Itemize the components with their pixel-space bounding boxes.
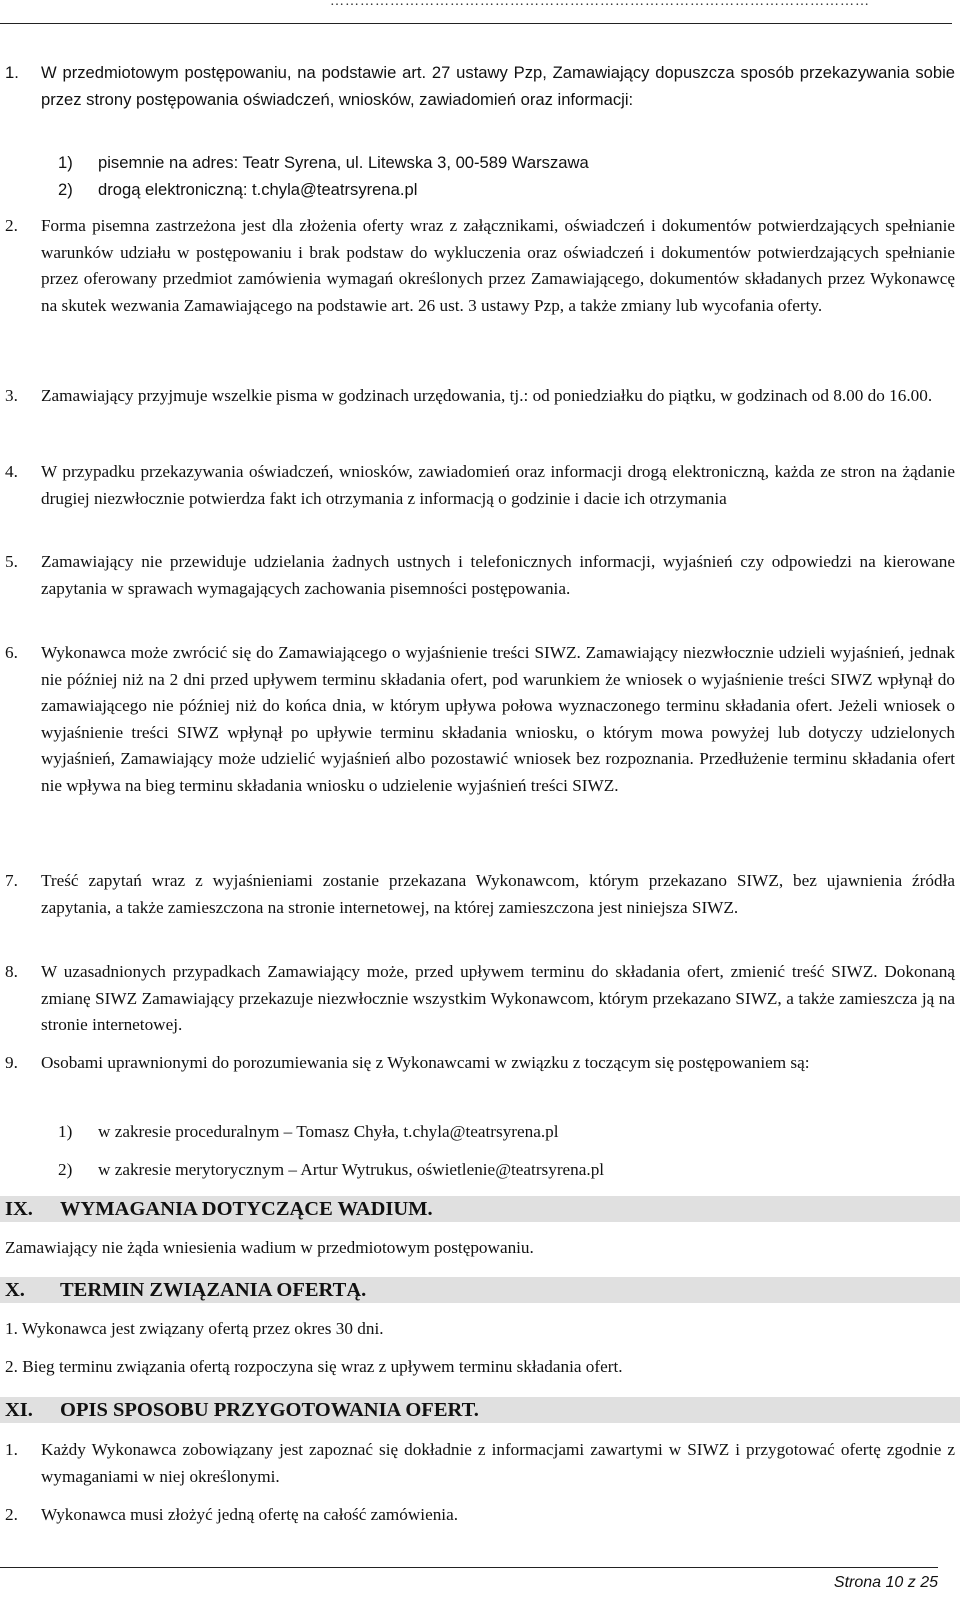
list-item-1 (0, 60, 955, 113)
item-number: 2. (5, 1505, 18, 1524)
item-text: Każdy Wykonawca zobowiązany jest zapoznać się dokładnie z informacjami zawartymi w SIWZ i przygotować ofertę zgodnie z wymaganiami w niej określonymi. (41, 1440, 955, 1486)
item-text: W uzasadnionych przypadkach Zamawiający może, przed upływem terminu do składania ofert, zmienić treść SIWZ. Dokonaną zmianę SIWZ Zamawiający przekazuje niezwłocznie wszystkim Wykonawcom, którym przekazano SIWZ, a także zamieszcza ją na stronie internetowej. (41, 962, 955, 1034)
sub-item-text: w zakresie merytorycznym – Artur Wytrukus, oświetlenie@teatrsyrena.pl (98, 1160, 605, 1179)
section-ix-text: Zamawiający nie żąda wniesienia wadium w przedmiotowym postępowaniu. (5, 1238, 534, 1257)
item-text: Zamawiający nie przewiduje udzielania żadnych ustnych i telefonicznych informacji, wyjaśnień czy odpowiedzi na kierowane zapytania w sprawach wymagających zachowania pisemności postępowania. (41, 552, 955, 598)
section-title: OPIS SPOSOBU PRZYGOTOWANIA OFERT. (60, 1399, 479, 1421)
section-xi-point-1 (0, 1437, 955, 1490)
sub-item-text: drogą elektroniczną: t.chyla@teatrsyrena.pl (98, 180, 418, 199)
list-item-3 (0, 383, 955, 410)
item-text: Wykonawca musi złożyć jedną ofertę na całość zamówienia. (41, 1505, 459, 1524)
item-number: 8. (5, 962, 18, 981)
footer-rule (0, 1567, 938, 1568)
sub-item-number: 2) (58, 1160, 73, 1179)
contact-procedural (58, 1119, 938, 1146)
item-text: Osobami uprawnionymi do porozumiewania się z Wykonawcami w związku z toczącym się postępowaniem są: (41, 1053, 810, 1072)
sub-item-email (58, 177, 938, 204)
list-item-8 (0, 959, 955, 1039)
contact-substantive (58, 1157, 938, 1184)
section-number: IX. (5, 1198, 33, 1220)
list-item-6 (0, 640, 955, 799)
item-number: 3. (5, 386, 18, 405)
sub-item-number: 1) (58, 153, 73, 172)
item-text: Treść zapytań wraz z wyjaśnieniami zostanie przekazana Wykonawcom, którym przekazano SIWZ, bez ujawnienia źródła zapytania, a także zamieszczona na stronie internetowej, na której zamieszczona jest niniejsza SIWZ. (41, 871, 955, 917)
sub-item-number: 1) (58, 1122, 73, 1141)
list-item-4 (0, 459, 955, 512)
item-text: W przedmiotowym postępowaniu, na podstawie art. 27 ustawy Pzp, Zamawiający dopuszcza sposób przekazywania sobie przez strony postępowania oświadczeń, wniosków, zawiadomień oraz informacji: (41, 63, 955, 109)
item-number: 4. (5, 462, 18, 481)
item-number: 9. (5, 1053, 18, 1072)
header-rule (0, 23, 952, 24)
section-number: X. (5, 1279, 25, 1301)
section-title: TERMIN ZWIĄZANIA OFERTĄ. (60, 1279, 367, 1301)
section-number: XI. (5, 1399, 33, 1421)
item-text: Zamawiający przyjmuje wszelkie pisma w godzinach urzędowania, tj.: od poniedziałku do piątku, w godzinach od 8.00 do 16.00. (41, 386, 933, 405)
item-number: 2. (5, 216, 18, 235)
item-text: Forma pisemna zastrzeżona jest dla złożenia oferty wraz z załącznikami, oświadczeń i dokumentów potwierdzających spełnianie warunków udziału w postępowaniu i brak podstaw do wykluczenia oraz oświadczeń i dokumentów potwierdzających spełnianie przez oferowany przedmiot zamówienia wymagań określonych przez Zamawiającego, dokumentów składanych przez Wykonawcę na skutek wezwania Zamawiającego na podstawie art. 26 ust. 3 ustawy Pzp, a także zmiany lub wycofania oferty. (41, 216, 955, 315)
item-text: Wykonawca może zwrócić się do Zamawiającego o wyjaśnienie treści SIWZ. Zamawiający niezwłocznie udzieli wyjaśnień, jednak nie później niż na 2 dni przed upływem terminu składania ofert, pod warunkiem że wniosek o wyjaśnienie treści SIWZ wpłynął do zamawiającego nie później niż do końca dnia, w którym upływa połowa wyznaczonego terminu składania ofert. Jeżeli wniosek o wyjaśnienie treści SIWZ wpłynął po upływie terminu składania wniosku, o którym mowa powyżej lub dotyczy udzielonych wyjaśnień, Zamawiający może udzielić wyjaśnień albo pozostawić wniosek bez rozpoznania. Przedłużenie terminu składania ofert nie wpływa na bieg terminu składania wniosku o udzielenie wyjaśnień treści SIWZ. (41, 643, 955, 795)
list-item-9 (0, 1050, 955, 1077)
section-x-point-1: 1. Wykonawca jest związany ofertą przez okres 30 dni. (5, 1319, 384, 1338)
list-item-7 (0, 868, 955, 921)
section-heading-xi (0, 1397, 960, 1423)
section-x-point-2: 2. Bieg terminu związania ofertą rozpoczyna się wraz z upływem terminu składania ofert. (5, 1357, 623, 1376)
sub-item-text: w zakresie proceduralnym – Tomasz Chyła, t.chyla@teatrsyrena.pl (98, 1122, 559, 1141)
item-number: 5. (5, 552, 18, 571)
header-dots: ……………………………………………………………………………………………… (330, 0, 870, 9)
sub-item-address (58, 150, 938, 177)
item-number: 7. (5, 871, 18, 890)
list-item-5 (0, 549, 955, 602)
sub-item-text: pisemnie na adres: Teatr Syrena, ul. Litewska 3, 00-589 Warszawa (98, 153, 589, 172)
section-heading-x (0, 1277, 960, 1303)
section-xi-point-2 (0, 1502, 955, 1529)
list-item-2 (0, 213, 955, 319)
item-number: 1. (5, 63, 19, 82)
item-number: 1. (5, 1440, 18, 1459)
section-heading-ix (0, 1196, 960, 1222)
item-number: 6. (5, 643, 18, 662)
sub-item-number: 2) (58, 180, 73, 199)
page-number: Strona 10 z 25 (833, 1574, 938, 1591)
section-title: WYMAGANIA DOTYCZĄCE WADIUM. (60, 1198, 433, 1220)
item-text: W przypadku przekazywania oświadczeń, wniosków, zawiadomień oraz informacji drogą elektroniczną, każda ze stron na żądanie drugiej niezwłocznie potwierdza fakt ich otrzymania z informacją o godzinie i dacie ich otrzymania (41, 462, 955, 508)
